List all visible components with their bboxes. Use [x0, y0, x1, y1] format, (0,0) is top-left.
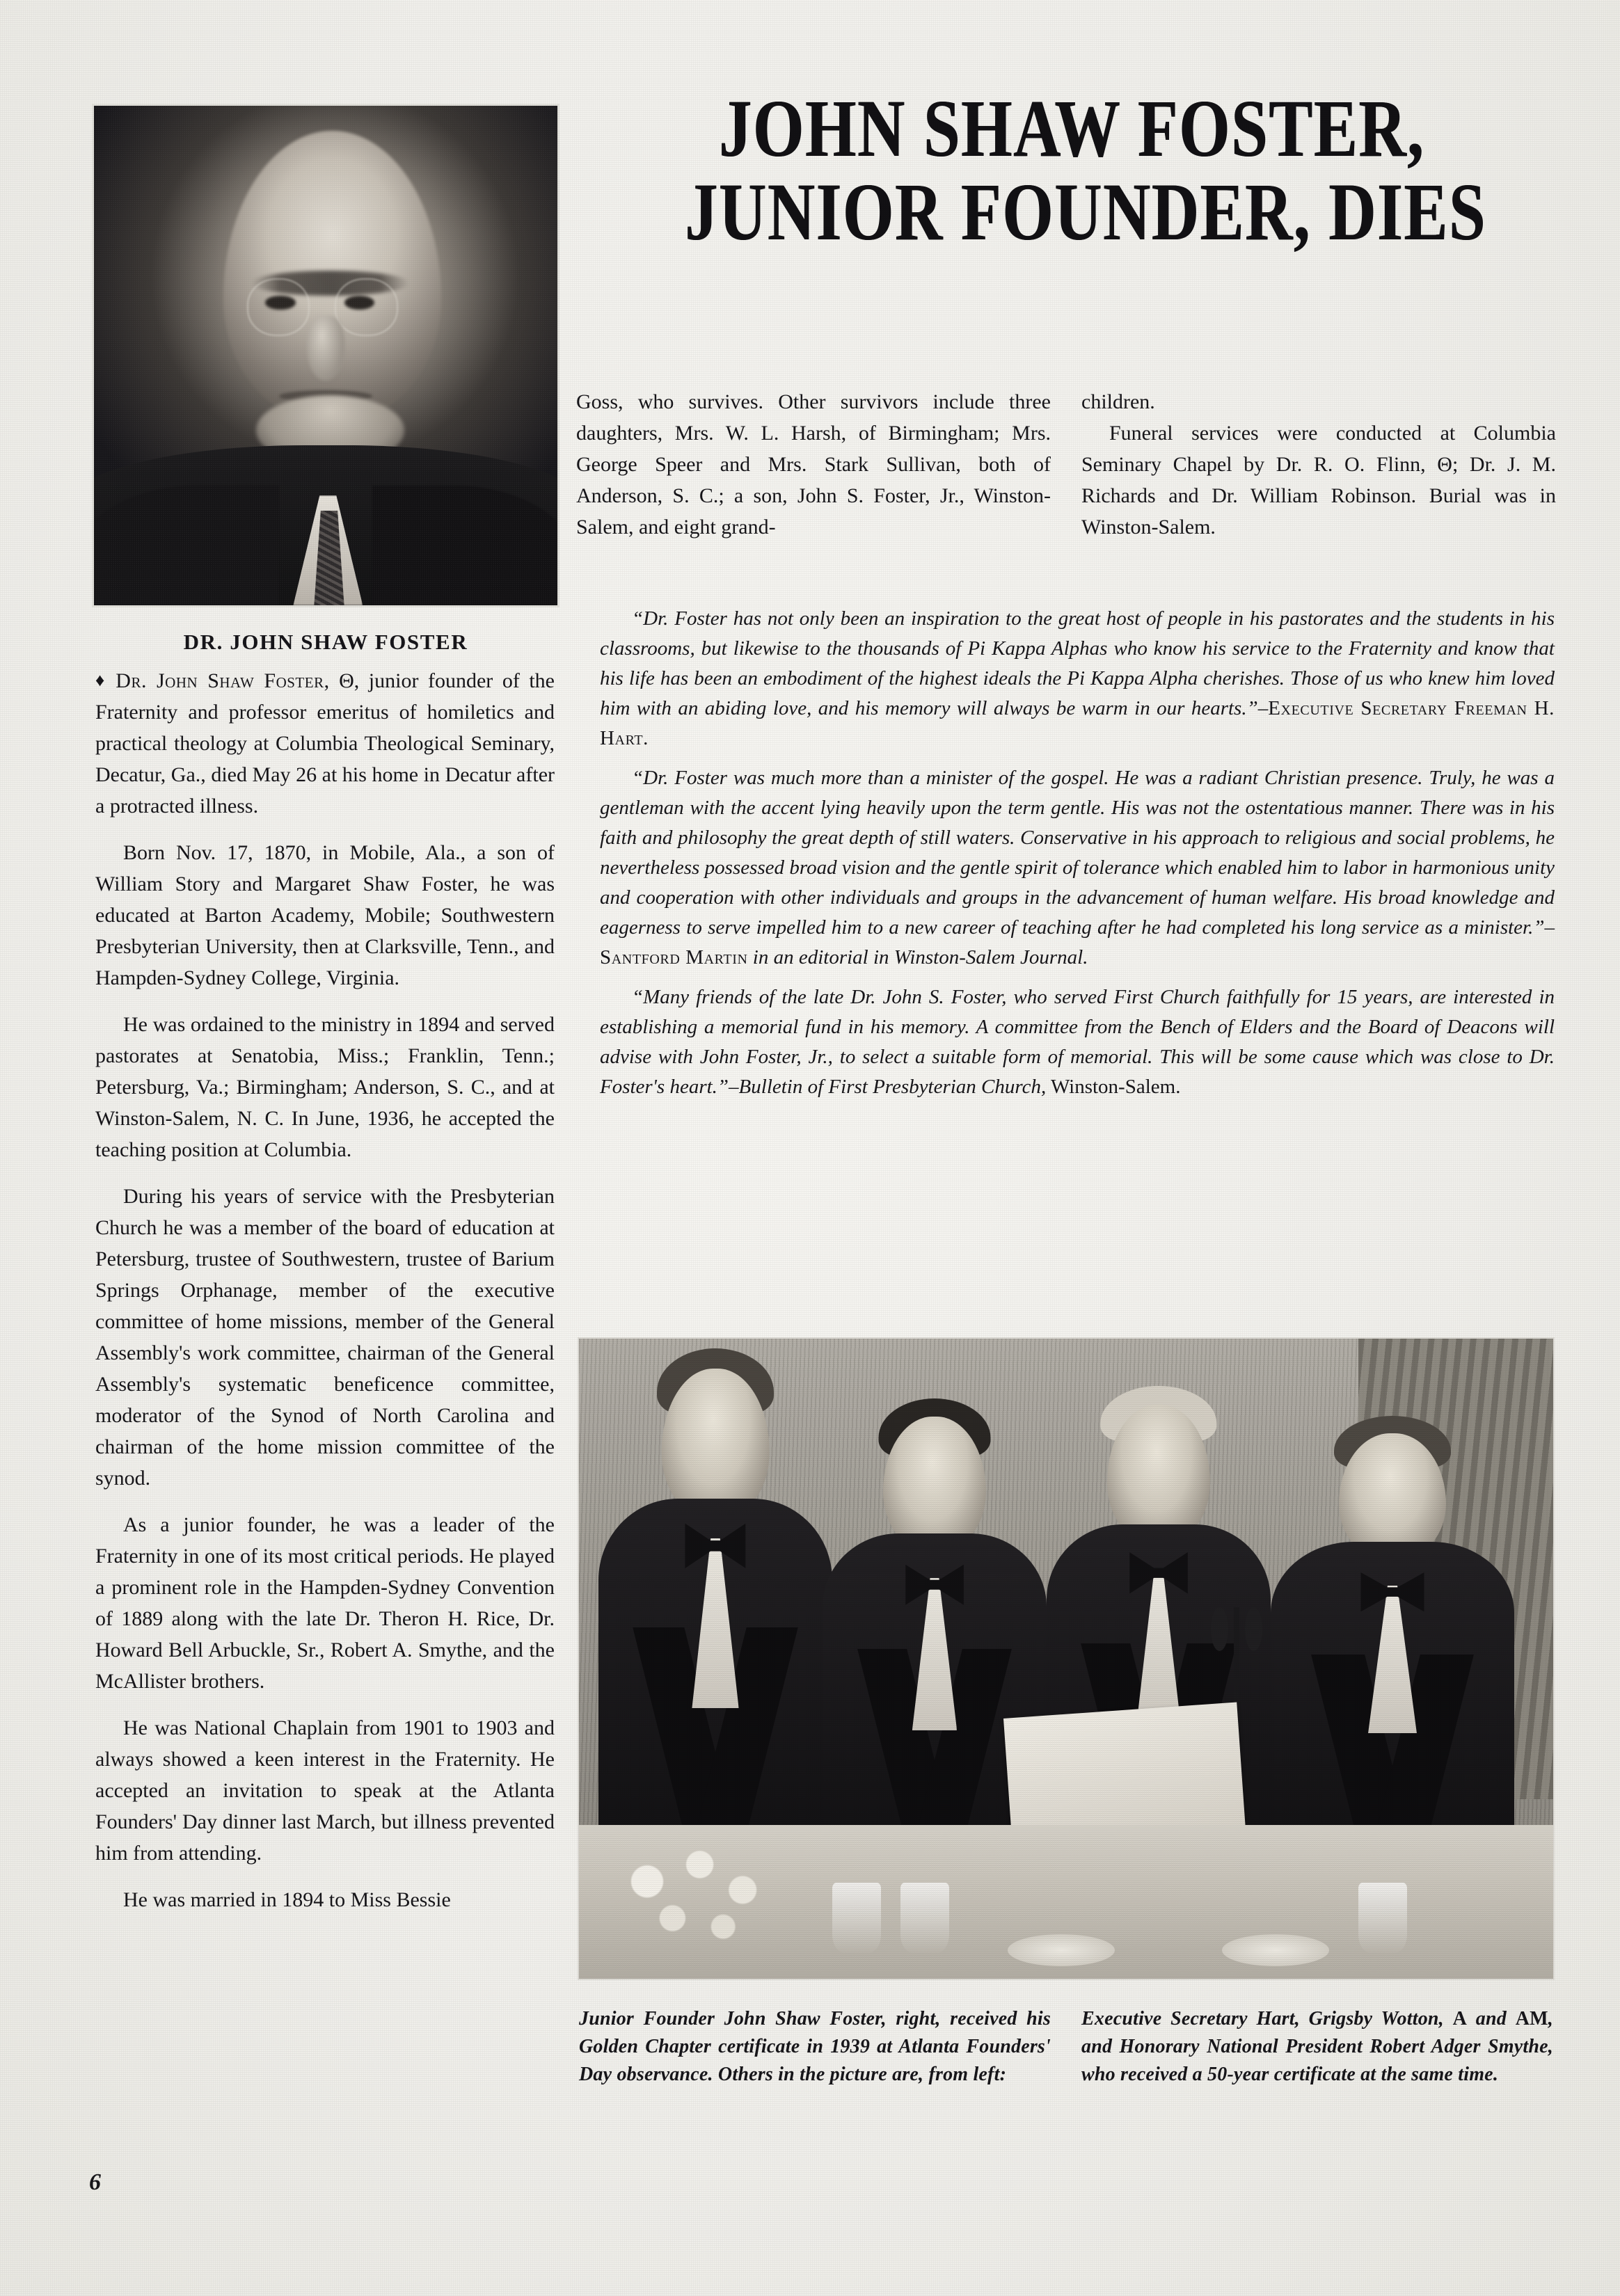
portrait-caption: DR. JOHN SHAW FOSTER — [183, 630, 468, 654]
lead-paragraph-text: Θ, junior founder of the Fraternity and professor emeritus of homiletics and practical theology at Columbia Theological Seminary, Decatur, Ga., died May 26 at his home in Decatur after a protracted illness. — [95, 669, 555, 818]
top-right-column-left — [576, 386, 1051, 543]
paragraph-national-chaplain: He was National Chaplain from 1901 to 1903 and always showed a keen interest in the Fraternity. He accepted an invitation to speak at the Atlanta Founders' Day dinner last March, but illness prevented him from attending. — [95, 1716, 555, 1865]
diamond-bullet-icon: ♦ — [95, 670, 109, 690]
man-4-face — [1339, 1433, 1446, 1559]
funeral-paragraph: Funeral services were conducted at Columbia Seminary Chapel by Dr. R. O. Flinn, Θ; Dr. J. M. Richards and Dr. William Robinson. Burial was in Winston-Salem. — [1081, 422, 1556, 539]
portrait-photo — [94, 106, 557, 605]
table-plate-2 — [1222, 1934, 1329, 1966]
page-number: 6 — [89, 2169, 101, 2195]
quote-martin-attribution: Santford Martin — [600, 946, 748, 968]
top-right-text-block — [576, 386, 1556, 543]
top-right-column-right — [1081, 386, 1556, 543]
lead-smallcaps-name: Dr. John Shaw Foster, — [116, 669, 330, 692]
quote-martin — [600, 763, 1555, 973]
caption-right-part-2: , and Honorary National President Robert Adger Smythe, who received a 50-year certificate at the same time. — [1081, 2008, 1553, 2085]
tribute-quotes-block — [600, 604, 1555, 1112]
quote-hart-text: “Dr. Foster has not only been an inspiration to the great host of people in his pastorates and the students in his classrooms, but likewise to the thousands of Pi Kappa Alphas who know his service to the Fraternity and know that his life has been an embodiment of the highest ideals the Pi Kappa Alpha cherishes. Those of us who knew him loved him with an abiding love, and his memory will always be warm in our hearts.”– — [600, 607, 1555, 719]
quote-martin-text: “Dr. Foster was much more than a minister of the gospel. He was a radiant Christian presence. Truly, he was a gentleman with the accent lying heavily upon the term gentle. His was not the ostentatious manner. There was in his faith and philosophy the great depth of still waters. Conservative in his approach to religious and social problems, he nevertheless possessed broad vision and the gentle spirit of tolerance which enabled him to labor in harmonious unity and cooperation with other individuals and groups in the advancement of human welfare. His broad knowledge and eagerness to serve impelled him to a new career of teaching after he had completed his long service as a minister.”– — [600, 767, 1555, 939]
paragraph-marriage: He was married in 1894 to Miss Bessie — [123, 1888, 451, 1911]
main-article-left-column — [95, 664, 555, 1931]
flower-centerpiece — [598, 1825, 793, 1966]
paragraph-born: Born Nov. 17, 1870, in Mobile, Ala., a son of William Story and Margaret Shaw Foster, he was educated at Barton Academy, Mobile; Southwestern Presbyterian University, then at Clarksville, Tenn., and Hampden-Sydney College, Virginia. — [95, 841, 555, 989]
survivors-continuation: children. — [1081, 390, 1155, 413]
quote-martin-tail: in an editorial in Winston-Salem Journal. — [747, 946, 1088, 968]
group-photo-man-4 — [1271, 1403, 1514, 1838]
table-plate-1 — [1008, 1934, 1115, 1966]
portrait-halftone-texture — [94, 106, 557, 605]
water-glass-1 — [832, 1883, 881, 1953]
man-3-face — [1107, 1405, 1210, 1543]
man-1-face — [662, 1369, 770, 1518]
lead-paragraph — [95, 664, 555, 822]
quote-bulletin-text: “Many friends of the late Dr. John S. Foster, who served First Church faithfully for 15 years, are interested in establishing a memorial fund in his memory. A committee from the Bench of Elders and the Board of Deacons will advise with John Foster, Jr., to select a suitable form of memorial. This will be some cause which was close to Dr. Foster's heart.”–Bulletin of First Presbyterian Church, — [600, 986, 1555, 1098]
headline-line-2: JUNIOR FOUNDER, DIES — [685, 166, 1486, 257]
survivors-paragraph: Goss, who survives. Other survivors include three daughters, Mrs. W. L. Harsh, of Birmingham; Mrs. George Speer and Mrs. Stark Sullivan, both of Anderson, S. C.; a son, John S. Foster, Jr., Winston-Salem, and eight grand- — [576, 390, 1051, 539]
water-glass-2 — [900, 1883, 949, 1953]
photo-caption-right — [1081, 2005, 1553, 2089]
headline-line-1: JOHN SHAW FOSTER, — [718, 83, 1425, 174]
group-photo — [579, 1339, 1553, 1979]
quote-hart — [600, 604, 1555, 754]
caption-right-part-1: Executive Secretary Hart, Grigsby Wotton, — [1081, 2008, 1453, 2030]
caption-chapter-am: AM — [1515, 2008, 1548, 2030]
article-headline — [588, 83, 1555, 257]
quote-bulletin-tail: Winston-Salem. — [1046, 1076, 1181, 1098]
quote-bulletin — [600, 982, 1555, 1102]
paragraph-church-service: During his years of service with the Presbyterian Church he was a member of the board of education at Petersburg, trustee of Southwestern, trustee of Barium Springs Orphanage, member of the executive committee of home missions, member of the General Assembly's work committee, chairman of the General Assembly's systematic beneficence committee, moderator of the Synod of North Carolina and chairman of the home mission committee of the synod. — [95, 1185, 555, 1490]
quote-hart-attribution: Executive Secretary Freeman H. Hart. — [600, 697, 1555, 749]
water-glass-3 — [1358, 1883, 1407, 1953]
photo-caption-left: Junior Founder John Shaw Foster, right, received his Golden Chapter certificate in 1939 at Atlanta Founders' Day observance. Others in the picture are, from left: — [579, 2008, 1051, 2085]
photo-captions — [579, 2005, 1553, 2089]
caption-right-conjunction: and — [1467, 2008, 1516, 2030]
group-photo-man-1 — [598, 1339, 832, 1838]
golden-chapter-certificate — [1003, 1702, 1246, 1846]
caption-chapter-a: A — [1452, 2008, 1468, 2030]
paragraph-junior-founder: As a junior founder, he was a leader of the Fraternity in one of its most critical periods. He played a prominent role in the Hampden-Sydney Convention of 1889 along with the late Dr. Theron H. Rice, Dr. Howard Bell Arbuckle, Sr., Robert A. Smythe, and the McAllister brothers. — [95, 1513, 555, 1693]
paragraph-ordained: He was ordained to the ministry in 1894 and served pastorates at Senatobia, Miss.; Franklin, Tenn.; Petersburg, Va.; Birmingham; Anderson, S. C., and at Winston-Salem, N. C. In June, 1936, he accepted the teaching position at Columbia. — [95, 1013, 555, 1161]
man-2-face — [883, 1417, 986, 1551]
